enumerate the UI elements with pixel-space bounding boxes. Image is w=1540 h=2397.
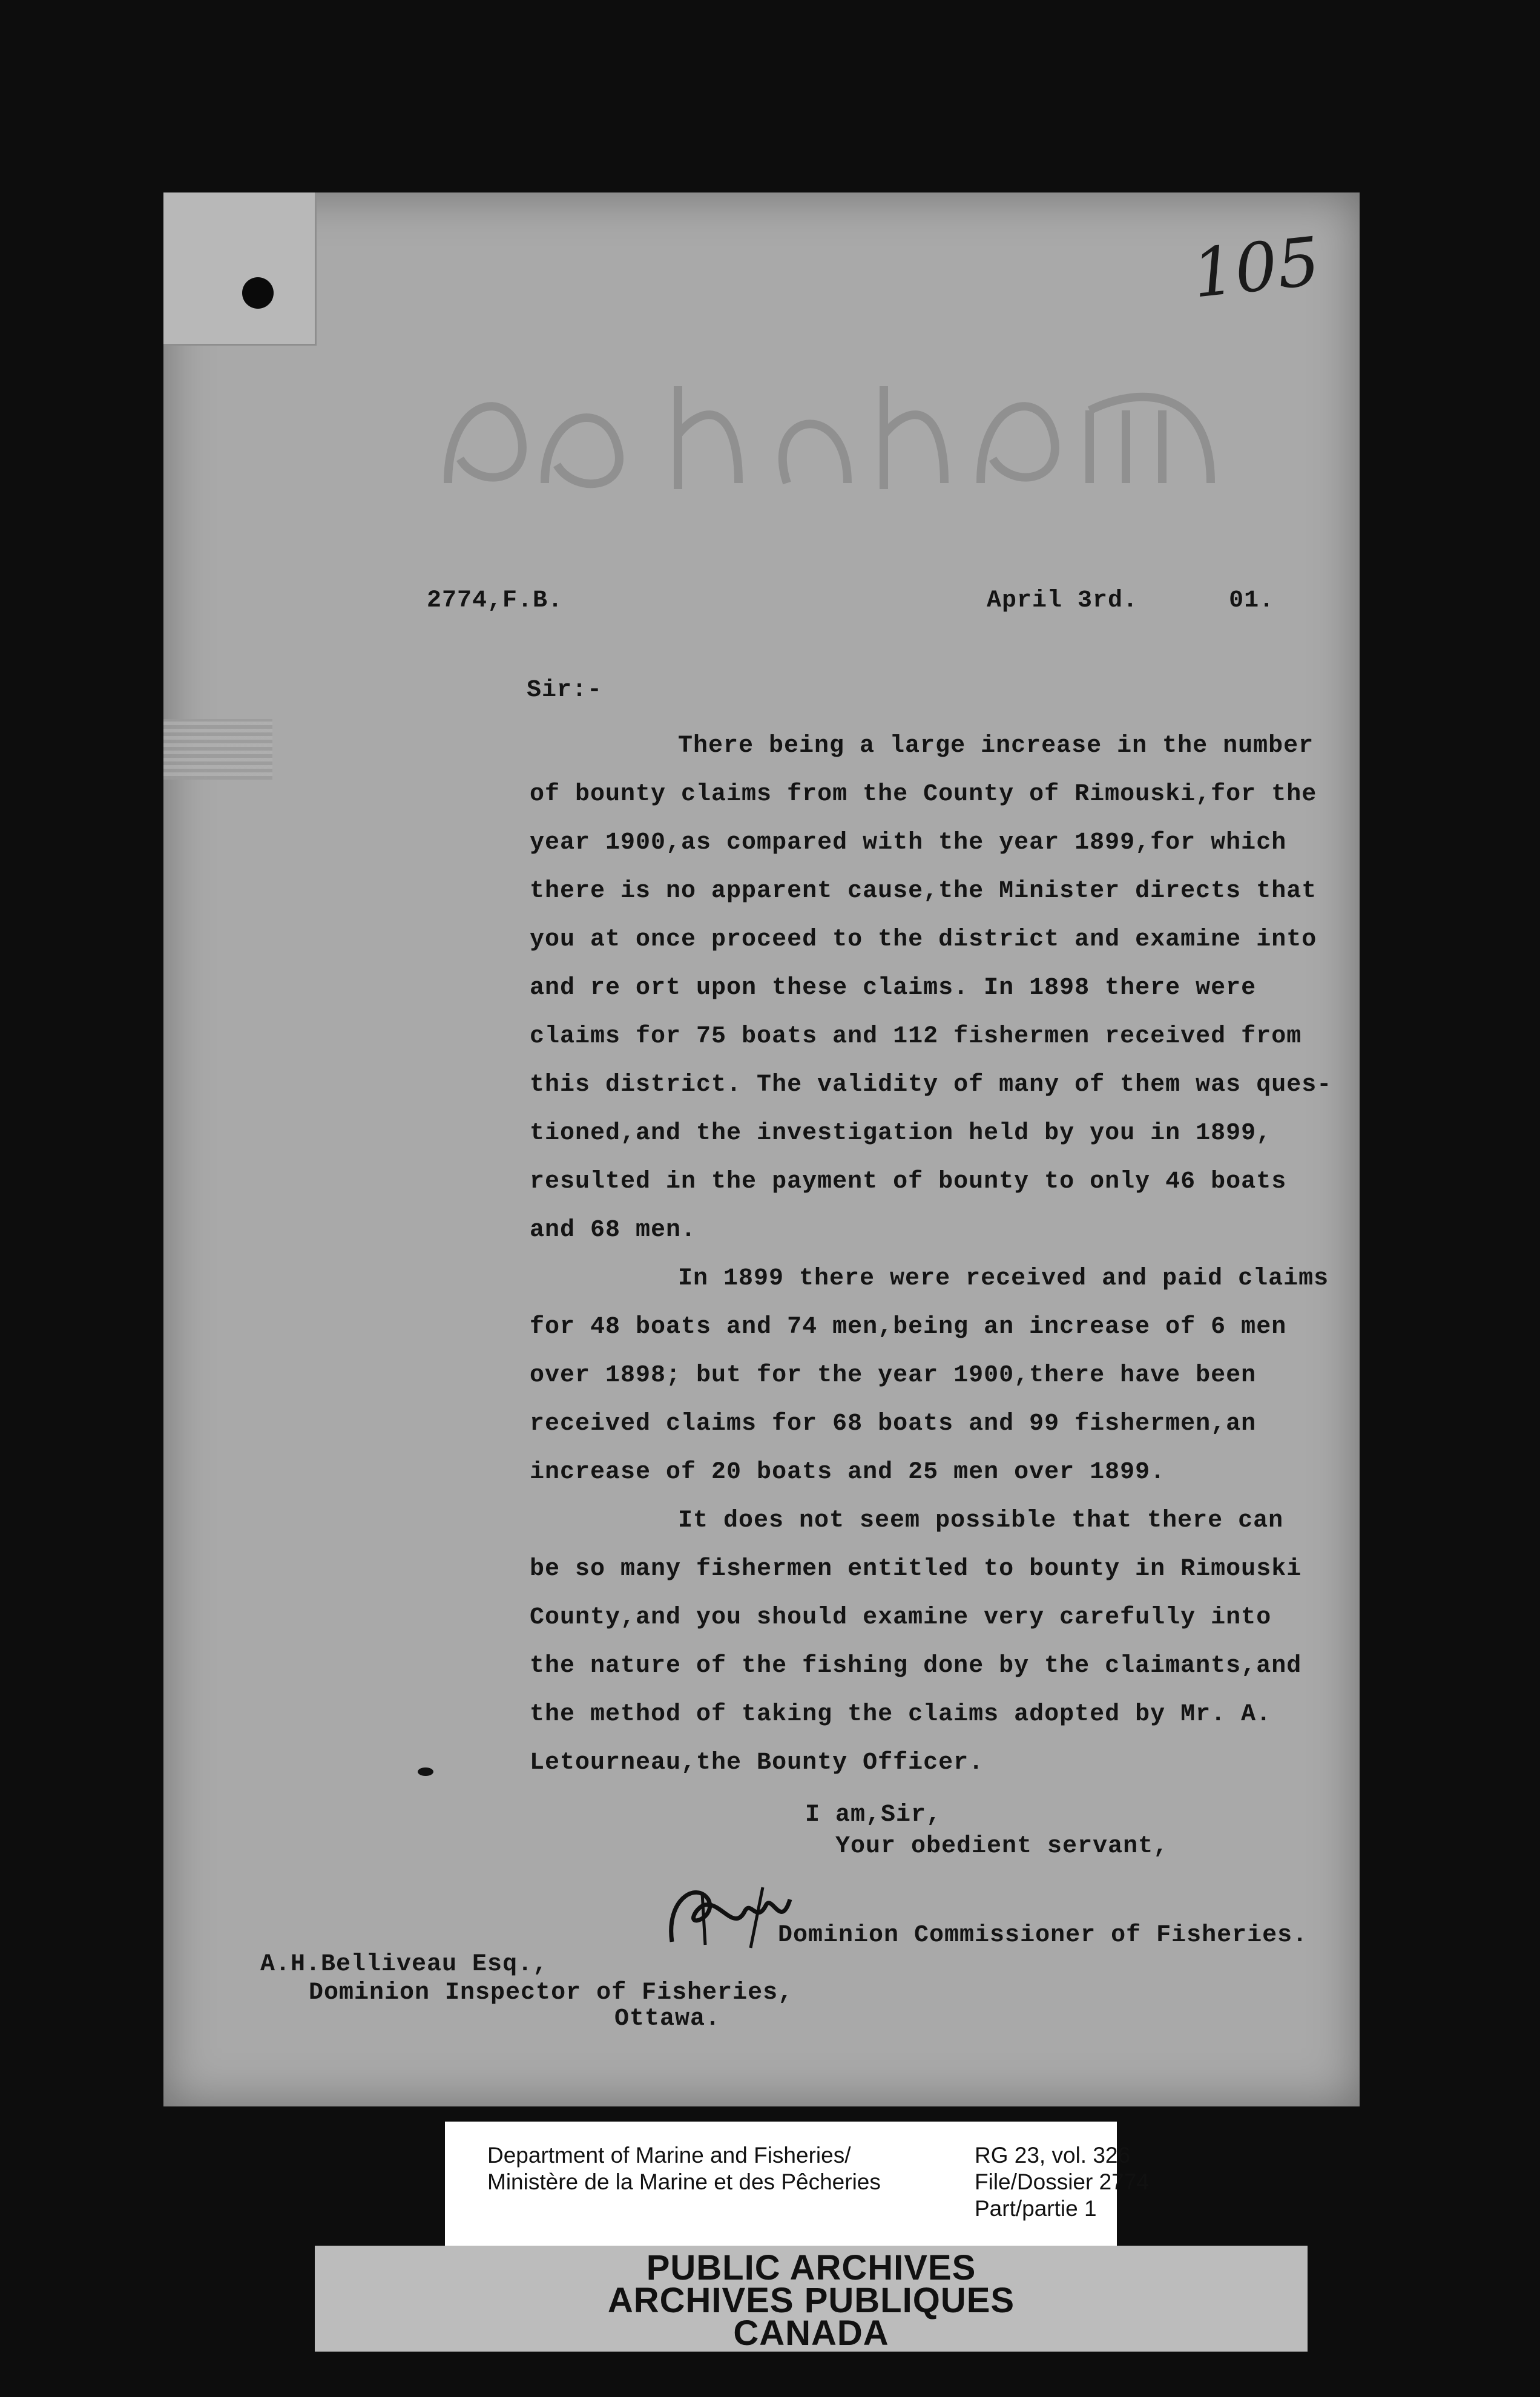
body-line: the method of taking the claims adopted by Mr. A.: [530, 1701, 1272, 1728]
part-number: Part/partie 1: [975, 2196, 1097, 2221]
public-archives-stamp: [315, 2246, 1308, 2352]
department-english: Department of Marine and Fisheries/: [487, 2143, 851, 2168]
body-line: It does not seem possible that there can: [678, 1507, 1284, 1534]
page-number: 105: [1188, 222, 1324, 313]
body-line: tioned,and the investigation held by you in 1899,: [530, 1120, 1272, 1147]
letter-date: April 3rd. 01.: [987, 587, 1275, 614]
margin-dot: [418, 1767, 433, 1776]
body-line: year 1900,as compared with the year 1899,for which: [530, 829, 1287, 857]
body-line: In 1899 there were received and paid claims: [678, 1265, 1329, 1292]
stamp-line: ARCHIVES PUBLIQUES: [607, 2281, 1015, 2320]
body-line: received claims for 68 boats and 99 fishermen,an: [530, 1410, 1257, 1438]
file-reference: 2774,F.B.: [427, 587, 564, 614]
salutation: Sir:-: [527, 677, 603, 704]
department-french: Ministère de la Marine et des Pêcheries: [487, 2169, 881, 2194]
archive-reference-label: [445, 2122, 1149, 2250]
body-line: increase of 20 boats and 25 men over 1899.: [530, 1459, 1166, 1486]
body-line: Letourneau,the Bounty Officer.: [530, 1749, 984, 1777]
addressee-title: Dominion Inspector of Fisheries,: [309, 1979, 794, 2007]
punch-hole: [242, 277, 274, 309]
addressee-name: A.H.Belliveau Esq.,: [260, 1951, 548, 1978]
corner-tab: [163, 192, 317, 346]
stamp-line: CANADA: [733, 2313, 889, 2353]
body-line: be so many fishermen entitled to bounty in Rimouski: [530, 1556, 1302, 1583]
body-line: County,and you should examine very carefully into: [530, 1604, 1272, 1631]
letter-page: [163, 192, 1360, 2106]
file-number: File/Dossier 2774: [975, 2169, 1149, 2194]
body-line: claims for 75 boats and 112 fishermen received from: [530, 1023, 1302, 1050]
body-line: over 1898; but for the year 1900,there have been: [530, 1362, 1257, 1389]
body-line: there is no apparent cause,the Minister directs that: [530, 878, 1317, 905]
stamp-line: PUBLIC ARCHIVES: [646, 2248, 976, 2287]
body-line: you at once proceed to the district and examine into: [530, 926, 1317, 953]
body-line: There being a large increase in the number: [678, 732, 1314, 760]
signature-title: Dominion Commissioner of Fisheries.: [778, 1922, 1308, 1949]
body-line: and re ort upon these claims. In 1898 there were: [530, 975, 1257, 1002]
record-group: RG 23, vol. 326: [975, 2143, 1131, 2168]
body-line: the nature of the fishing done by the claimants,and: [530, 1652, 1302, 1680]
body-line: of bounty claims from the County of Rimouski,for the: [530, 781, 1317, 808]
closing-line: I am,Sir,: [805, 1801, 942, 1829]
body-line: for 48 boats and 74 men,being an increase of 6 men: [530, 1314, 1287, 1341]
addressee-city: Ottawa.: [614, 2005, 721, 2033]
body-line: and 68 men.: [530, 1217, 697, 1244]
body-line: this district. The validity of many of them was ques-: [530, 1071, 1332, 1099]
margin-marking: [163, 719, 272, 780]
closing-line: Your obedient servant,: [835, 1833, 1169, 1860]
watermark-impression: [424, 362, 1271, 501]
body-line: resulted in the payment of bounty to only 46 boats: [530, 1168, 1287, 1195]
